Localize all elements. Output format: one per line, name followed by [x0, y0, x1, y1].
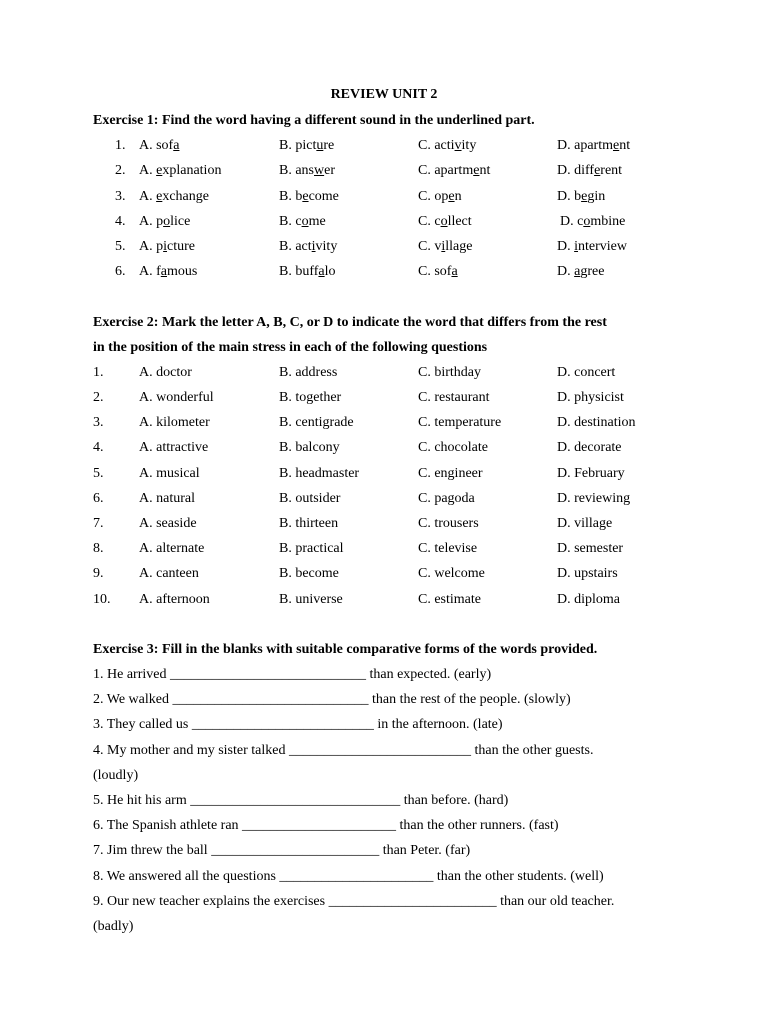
- option-text: C. apartm: [418, 163, 474, 178]
- answer-option: B. together: [279, 390, 342, 405]
- option-text: C. op: [418, 189, 449, 204]
- answer-option: [418, 264, 458, 280]
- answer-option: B. outsider: [279, 491, 341, 506]
- option-text: mous: [167, 264, 198, 279]
- question-row: [0, 138, 768, 158]
- underlined-letter: a: [451, 264, 458, 279]
- answer-option: D. February: [557, 466, 625, 481]
- option-text: rent: [600, 163, 623, 178]
- fill-blank-line: 3. They called us __________________________ in the afternoon. (late): [93, 717, 503, 732]
- question-number: 6.: [93, 491, 104, 506]
- exercise-3-heading: Exercise 3: Fill in the blanks with suitable comparative forms of the words provided.: [93, 642, 598, 657]
- exercise-2-heading: Exercise 2: Mark the letter A, B, C, or D to indicate the word that differs from the rest: [93, 315, 607, 330]
- answer-option: A. kilometer: [139, 415, 210, 430]
- answer-option: C. restaurant: [418, 390, 490, 405]
- option-text: mbine: [590, 214, 626, 229]
- answer-option: B. become: [279, 566, 339, 581]
- question-number: 5.: [115, 239, 126, 254]
- fill-blank-line: 9. Our new teacher explains the exercises ________________________ than our old teacher.: [93, 894, 615, 909]
- underlined-letter: e: [581, 189, 588, 204]
- option-text: xchange: [162, 189, 209, 204]
- question-row: [0, 541, 768, 561]
- option-text: nterview: [578, 239, 627, 254]
- fill-blank-line: 5. He hit his arm ______________________________ than before. (hard): [93, 793, 509, 808]
- answer-option: [557, 138, 630, 154]
- option-text: C. sof: [418, 264, 452, 279]
- answer-option: D. diploma: [557, 592, 620, 607]
- underlined-letter: a: [173, 138, 180, 153]
- underlined-letter: i: [574, 239, 579, 254]
- answer-option: C. engineer: [418, 466, 483, 481]
- answer-option: A. doctor: [139, 365, 192, 380]
- question-row: [0, 466, 768, 486]
- answer-option: A. afternoon: [139, 592, 210, 607]
- question-number: 5.: [93, 466, 104, 481]
- answer-option: B. headmaster: [279, 466, 360, 481]
- question-number: 2.: [115, 163, 126, 178]
- answer-option: C. temperature: [418, 415, 502, 430]
- underlined-letter: e: [448, 189, 455, 204]
- page-title: REVIEW UNIT 2: [330, 87, 438, 102]
- answer-option: A. natural: [139, 491, 195, 506]
- answer-option: [557, 189, 605, 205]
- underlined-letter: o: [583, 214, 591, 229]
- question-number: 3.: [93, 415, 104, 430]
- exercise-2-heading-cont: in the position of the main stress in each of the following questions: [93, 340, 488, 355]
- option-text: C. v: [418, 239, 442, 254]
- question-number: 9.: [93, 566, 104, 581]
- question-number: 3.: [115, 189, 126, 204]
- underlined-letter: i: [441, 239, 446, 254]
- answer-option: [139, 214, 190, 230]
- option-text: D. b: [557, 189, 582, 204]
- answer-option: B. universe: [279, 592, 343, 607]
- answer-option: D. village: [557, 516, 613, 531]
- question-row: [0, 239, 768, 259]
- option-text: B. c: [279, 214, 302, 229]
- answer-option: [557, 239, 627, 255]
- question-row: [0, 592, 768, 612]
- option-text: A.: [139, 163, 157, 178]
- answer-option: A. alternate: [139, 541, 205, 556]
- option-text: gree: [580, 264, 605, 279]
- fill-blank-line: 7. Jim threw the ball ________________________ than Peter. (far): [93, 843, 471, 858]
- answer-option: [418, 239, 472, 255]
- question-number: 6.: [115, 264, 126, 279]
- answer-option: A. attractive: [139, 440, 209, 455]
- question-row: [0, 491, 768, 511]
- question-row: [0, 163, 768, 183]
- question-row: [0, 264, 768, 284]
- fill-blank-line: 1. He arrived ____________________________ than expected. (early): [93, 667, 492, 682]
- underlined-letter: a: [318, 264, 325, 279]
- question-row: [0, 566, 768, 586]
- answer-option: D. concert: [557, 365, 616, 380]
- underlined-letter: u: [316, 138, 324, 153]
- answer-option: [279, 189, 339, 205]
- option-text: D. apartm: [557, 138, 613, 153]
- fill-blank-line: 8. We answered all the questions ______________________ than the other students. (well): [93, 869, 604, 884]
- question-row: [0, 390, 768, 410]
- answer-option: D. reviewing: [557, 491, 631, 506]
- option-text: nt: [619, 138, 631, 153]
- option-text: lice: [170, 214, 191, 229]
- answer-option: B. practical: [279, 541, 344, 556]
- answer-option: [279, 214, 326, 230]
- question-number: 1.: [115, 138, 126, 153]
- option-text: B. b: [279, 189, 303, 204]
- answer-option: D. physicist: [557, 390, 624, 405]
- question-number: 4.: [115, 214, 126, 229]
- question-number: 10.: [93, 592, 111, 607]
- answer-option: [139, 189, 209, 205]
- fill-blank-line: (loudly): [93, 768, 139, 783]
- underlined-letter: a: [574, 264, 581, 279]
- answer-option: [557, 264, 604, 280]
- option-text: B. ans: [279, 163, 314, 178]
- question-row: [0, 365, 768, 385]
- option-text: gin: [587, 189, 606, 204]
- option-text: A. f: [139, 264, 161, 279]
- answer-option: [418, 163, 490, 179]
- fill-blank-line: 2. We walked ____________________________ than the rest of the people. (slowly): [93, 692, 571, 707]
- question-number: 4.: [93, 440, 104, 455]
- option-text: me: [308, 214, 326, 229]
- option-text: xplanation: [162, 163, 222, 178]
- answer-option: C. trousers: [418, 516, 479, 531]
- option-text: D.: [557, 239, 575, 254]
- option-text: lo: [324, 264, 336, 279]
- underlined-letter: e: [594, 163, 601, 178]
- option-text: A. p: [139, 214, 164, 229]
- answer-option: A. seaside: [139, 516, 197, 531]
- option-text: C. c: [418, 214, 441, 229]
- underlined-letter: e: [156, 189, 163, 204]
- question-row: [0, 415, 768, 435]
- underlined-letter: i: [163, 239, 168, 254]
- question-row: [0, 440, 768, 460]
- answer-option: [139, 163, 221, 179]
- answer-option: D. upstairs: [557, 566, 618, 581]
- answer-option: [418, 189, 462, 205]
- answer-option: [139, 264, 197, 280]
- underlined-letter: a: [160, 264, 167, 279]
- underlined-letter: o: [440, 214, 448, 229]
- underlined-letter: e: [612, 138, 620, 153]
- option-text: B. pict: [279, 138, 317, 153]
- underlined-letter: o: [301, 214, 309, 229]
- answer-option: B. balcony: [279, 440, 340, 455]
- question-number: 7.: [93, 516, 104, 531]
- answer-option: [139, 239, 195, 255]
- option-text: C. acti: [418, 138, 455, 153]
- answer-option: [279, 138, 334, 154]
- option-text: B. buff: [279, 264, 319, 279]
- underlined-letter: e: [302, 189, 309, 204]
- question-row: [0, 214, 768, 234]
- option-text: D. diff: [557, 163, 595, 178]
- answer-option: D. decorate: [557, 440, 622, 455]
- question-row: [0, 516, 768, 536]
- answer-option: A. canteen: [139, 566, 199, 581]
- option-text: er: [324, 163, 336, 178]
- option-text: cture: [167, 239, 195, 254]
- question-number: 1.: [93, 365, 104, 380]
- answer-option: C. pagoda: [418, 491, 475, 506]
- answer-option: C. welcome: [418, 566, 485, 581]
- option-text: D.: [557, 264, 575, 279]
- option-text: re: [323, 138, 335, 153]
- option-text: nt: [479, 163, 491, 178]
- answer-option: [418, 138, 476, 154]
- option-text: vity: [315, 239, 338, 254]
- answer-option: C. estimate: [418, 592, 481, 607]
- option-text: A. p: [139, 239, 164, 254]
- question-row: [0, 189, 768, 209]
- option-text: n: [454, 189, 462, 204]
- answer-option: D. semester: [557, 541, 624, 556]
- answer-option: [279, 239, 337, 255]
- underlined-letter: e: [473, 163, 480, 178]
- underlined-letter: o: [163, 214, 171, 229]
- underlined-letter: v: [454, 138, 462, 153]
- answer-option: C. birthday: [418, 365, 481, 380]
- underlined-letter: w: [314, 163, 325, 178]
- answer-option: B. address: [279, 365, 338, 380]
- answer-option: A. wonderful: [139, 390, 214, 405]
- option-text: come: [308, 189, 339, 204]
- answer-option: [279, 264, 336, 280]
- option-text: llage: [445, 239, 473, 254]
- answer-option: [560, 214, 625, 230]
- option-text: A. sof: [139, 138, 174, 153]
- option-text: B. act: [279, 239, 312, 254]
- answer-option: A. musical: [139, 466, 200, 481]
- question-number: 8.: [93, 541, 104, 556]
- underlined-letter: e: [156, 163, 163, 178]
- exercise-1-heading: Exercise 1: Find the word having a different sound in the underlined part.: [93, 113, 535, 128]
- option-text: D. c: [560, 214, 584, 229]
- answer-option: [557, 163, 622, 179]
- answer-option: D. destination: [557, 415, 636, 430]
- answer-option: B. centigrade: [279, 415, 354, 430]
- question-number: 2.: [93, 390, 104, 405]
- option-text: llect: [447, 214, 472, 229]
- fill-blank-line: 4. My mother and my sister talked __________________________ than the other guests.: [93, 743, 594, 758]
- fill-blank-line: 6. The Spanish athlete ran ______________________ than the other runners. (fast): [93, 818, 559, 833]
- answer-option: C. chocolate: [418, 440, 488, 455]
- option-text: ity: [461, 138, 477, 153]
- option-text: A.: [139, 189, 157, 204]
- answer-option: [279, 163, 335, 179]
- underlined-letter: i: [311, 239, 316, 254]
- answer-option: [139, 138, 179, 154]
- answer-option: [418, 214, 472, 230]
- answer-option: C. televise: [418, 541, 478, 556]
- answer-option: B. thirteen: [279, 516, 339, 531]
- fill-blank-line: (badly): [93, 919, 134, 934]
